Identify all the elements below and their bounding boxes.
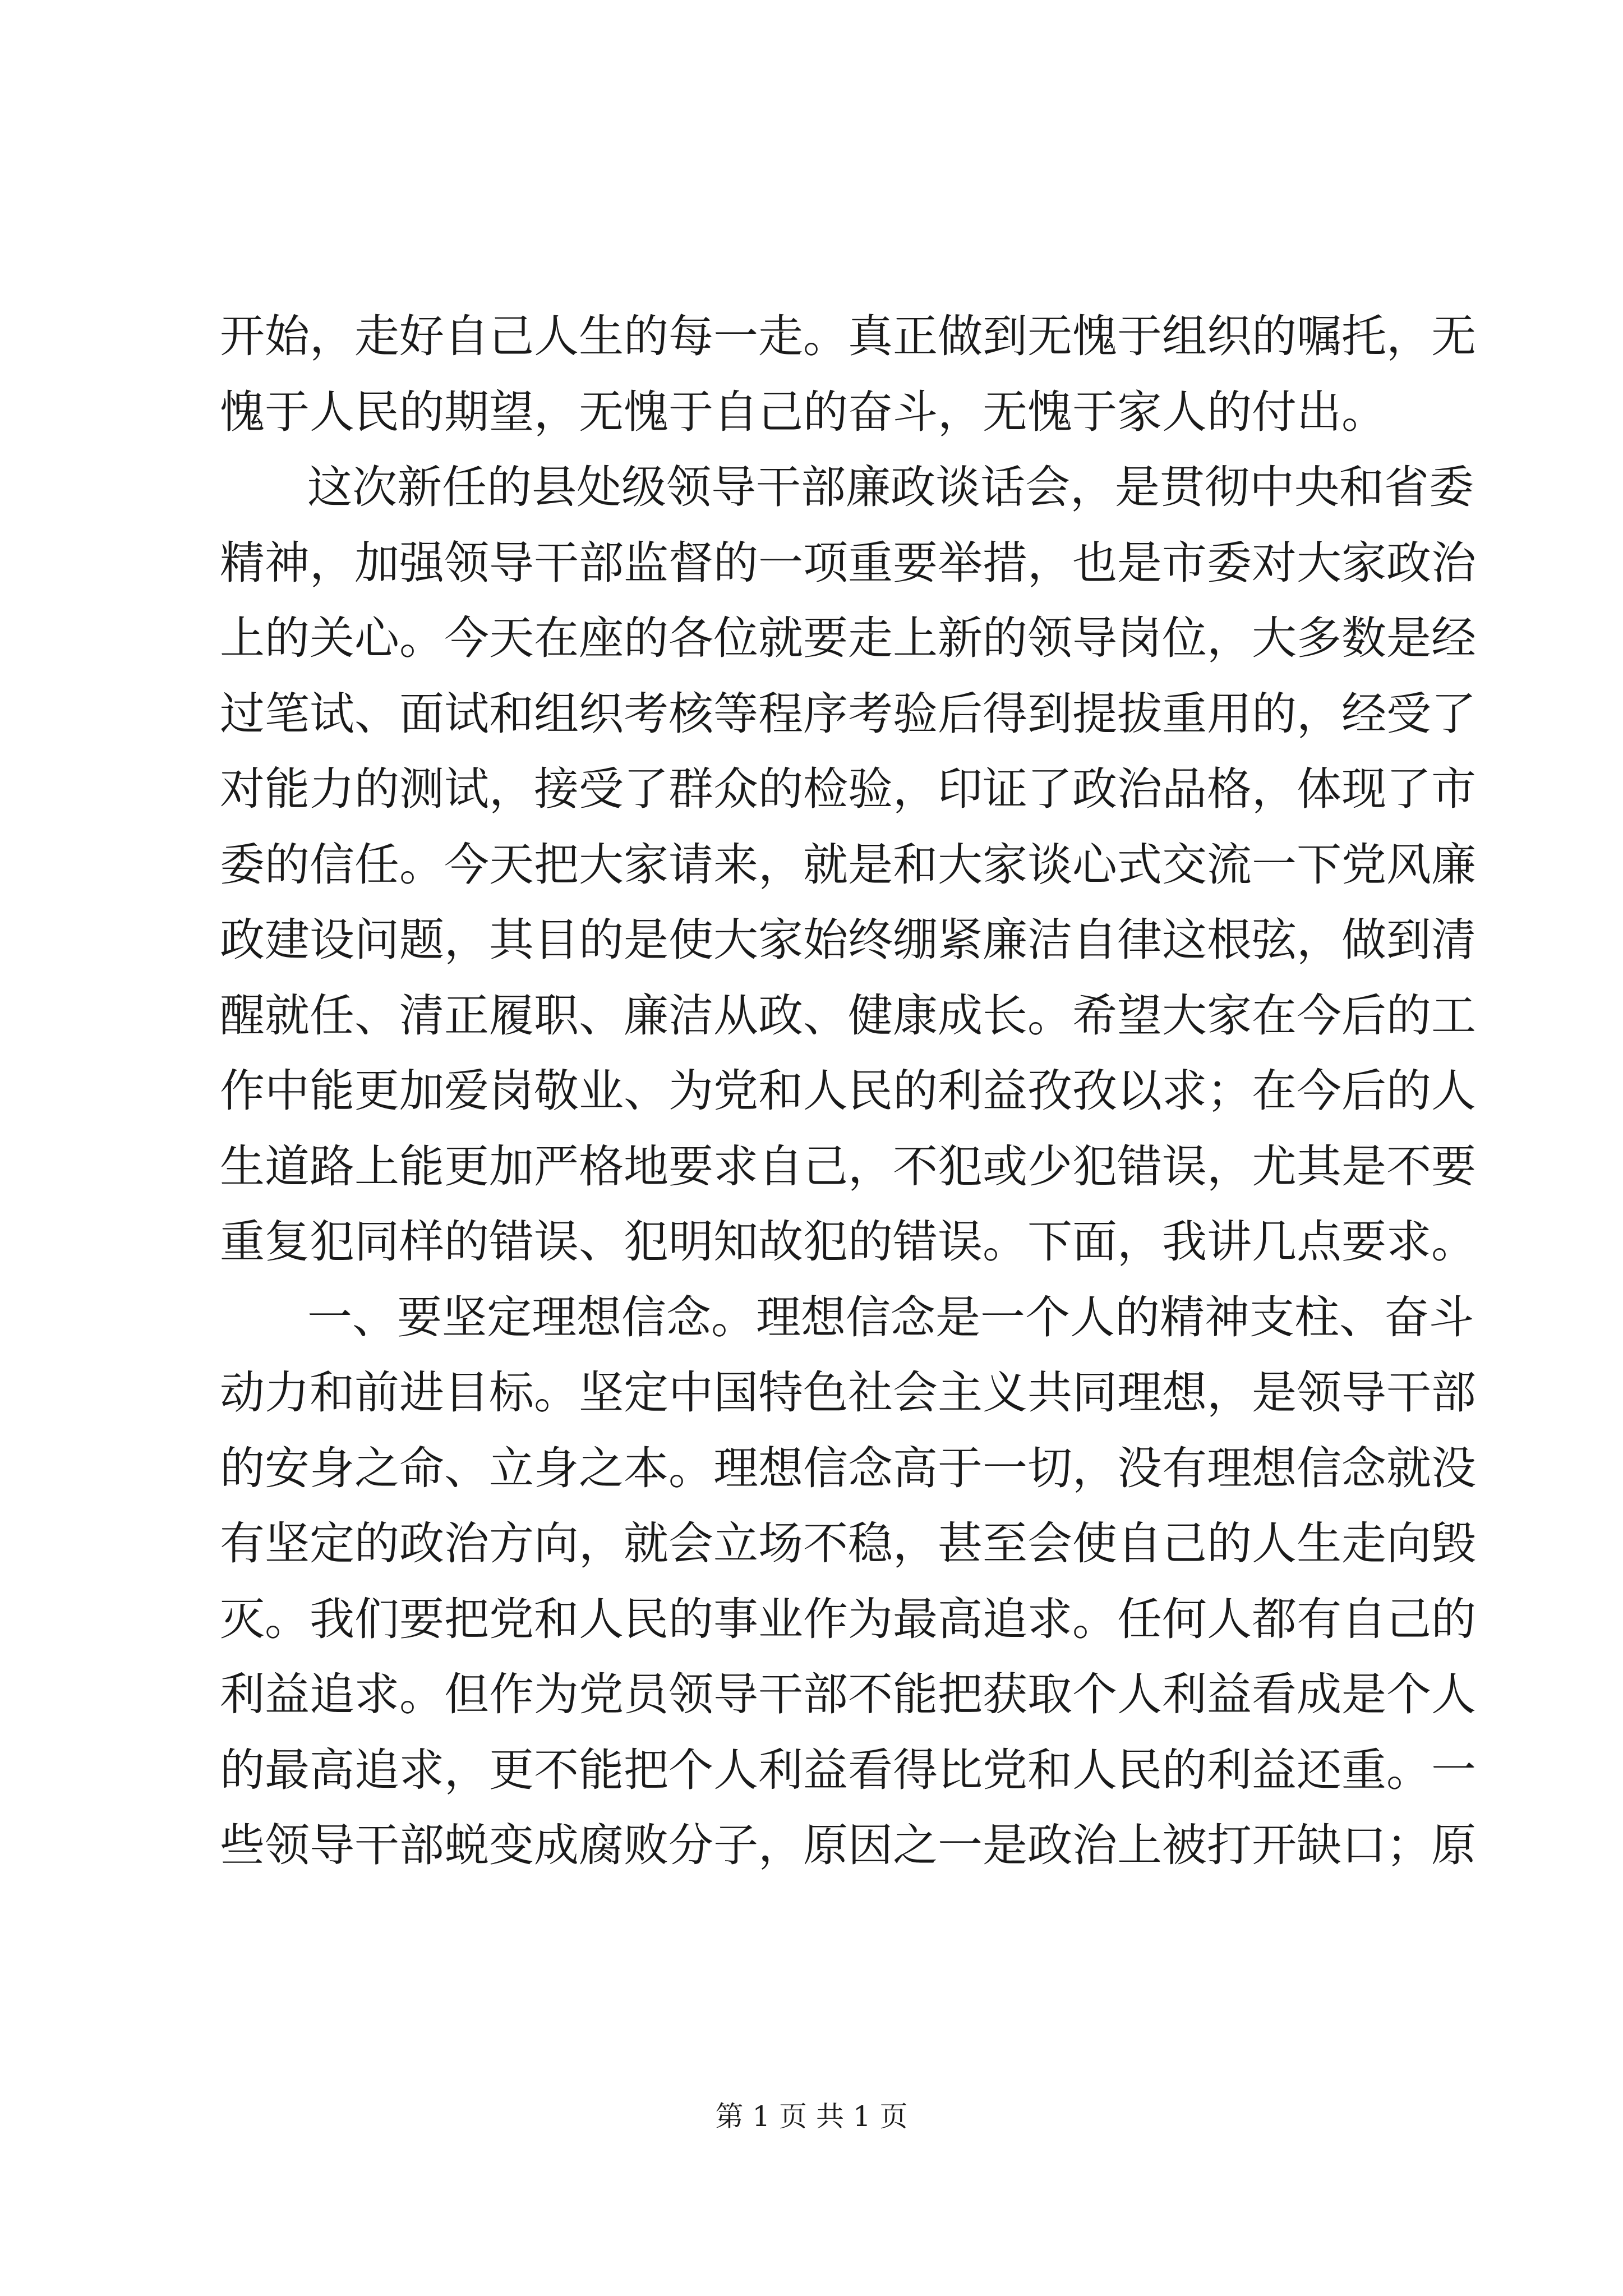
text-line: 精神，加强领导干部监督的一项重要举措，也是市委对大家政治 [220, 537, 1476, 589]
text-line: 些领导干部蜕变成腐败分子，原因之一是政治上被打开缺口；原 [220, 1819, 1476, 1871]
text-line: 的最高追求，更不能把个人利益看得比党和人民的利益还重。一 [220, 1744, 1476, 1796]
text-line: 过笔试、面试和组织考核等程序考验后得到提拔重用的，经受了 [220, 688, 1476, 740]
text-line: 利益追求。但作为党员领导干部不能把获取个人利益看成是个人 [220, 1668, 1476, 1720]
text-line: 有坚定的政治方向，就会立场不稳，甚至会使自己的人生走向毁 [220, 1517, 1476, 1570]
paragraph-start-line: 这次新任的县处级领导干部廉政谈话会，是贯彻中央和省委 [307, 461, 1474, 513]
paragraph-start-line: 一、要坚定理想信念。理想信念是一个人的精神支柱、奋斗 [307, 1291, 1474, 1343]
page-number-footer: 第 1 页 共 1 页 [715, 2100, 908, 2133]
text-line: 作中能更加爱岗敬业、为党和人民的利益孜孜以求；在今后的人 [220, 1065, 1476, 1117]
text-line: 对能力的测试，接受了群众的检验，印证了政治品格，体现了市 [220, 763, 1476, 815]
text-line: 上的关心。今天在座的各位就要走上新的领导岗位，大多数是经 [220, 612, 1476, 664]
text-line: 灭。我们要把党和人民的事业作为最高追求。任何人都有自己的 [220, 1593, 1476, 1645]
text-line: 醒就任、清正履职、廉洁从政、健康成长。希望大家在今后的工 [220, 990, 1476, 1042]
text-line: 政建设问题，其目的是使大家始终绷紧廉洁自律这根弦，做到清 [220, 914, 1476, 966]
text-line: 生道路上能更加严格地要求自己，不犯或少犯错误，尤其是不要 [220, 1140, 1476, 1193]
text-line: 重复犯同样的错误、犯明知故犯的错误。下面，我讲几点要求。 [220, 1216, 1476, 1268]
text-line: 开始，走好自己人生的每一走。真正做到无愧于组织的嘱托，无 [220, 310, 1476, 362]
text-line: 愧于人民的期望，无愧于自己的奋斗，无愧于家人的付出。 [220, 386, 1386, 438]
text-line: 委的信任。今天把大家请来，就是和大家谈心式交流一下党风廉 [220, 839, 1476, 891]
text-line: 的安身之命、立身之本。理想信念高于一切，没有理想信念就没 [220, 1442, 1476, 1494]
text-line: 动力和前进目标。坚定中国特色社会主义共同理想，是领导干部 [220, 1366, 1476, 1419]
